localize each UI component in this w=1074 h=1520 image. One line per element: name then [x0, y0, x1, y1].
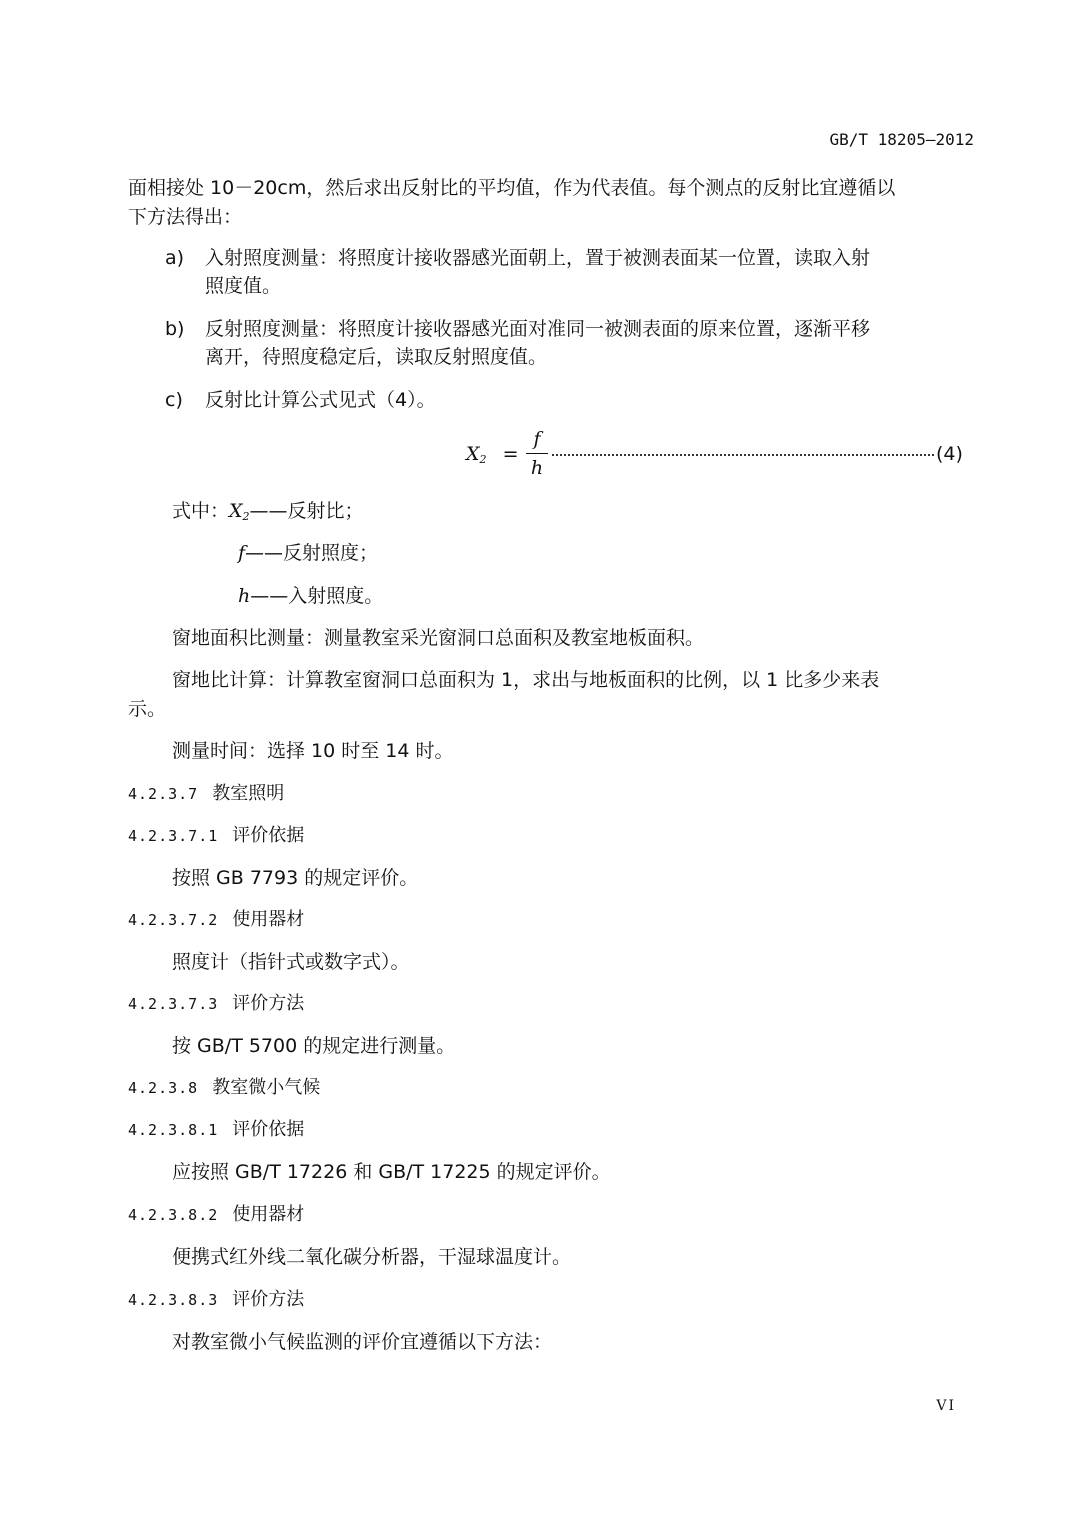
list-item-c: [165, 386, 436, 414]
section-body: 应按照 GB/T 17226 和 GB/T 17225 的规定评价。: [172, 1161, 611, 1183]
definition-text: ——入射照度。: [250, 585, 384, 607]
paragraph-ratio-line1: 窗地比计算：计算教室窗洞口总面积为 1，求出与地板面积的比例，以 1 比多少来表: [172, 669, 880, 691]
standard-number: GB/T 18205—2012: [829, 130, 974, 149]
list-item-label: c): [165, 389, 183, 411]
paragraph-ratio-line2: 示。: [128, 698, 167, 720]
section-body: 按照 GB 7793 的规定评价。: [172, 867, 419, 889]
paragraph-time: 测量时间：选择 10 时至 14 时。: [172, 740, 454, 762]
definition-text: ——反射照度；: [245, 542, 379, 564]
equation-numerator: f: [533, 428, 541, 450]
definition-text: ——反射比；: [249, 500, 364, 522]
section-body: 按 GB/T 5700 的规定进行测量。: [172, 1035, 456, 1057]
symbol-f: f: [238, 542, 246, 564]
section-heading: 4.2.3.7.3 评价方法: [128, 993, 305, 1014]
section-heading: 4.2.3.7 教室照明: [128, 783, 285, 804]
list-item-a: [165, 244, 870, 272]
paragraph-window-area: 窗地面积比测量：测量教室采光窗洞口总面积及教室地板面积。: [172, 627, 705, 649]
list-item-text: 反射照度测量：将照度计接收器感光面对准同一被测表面的原来位置，逐渐平移: [205, 318, 871, 340]
section-heading: 4.2.3.8.1 评价依据: [128, 1119, 305, 1140]
list-item-continuation: 离开，待照度稳定后，读取反射照度值。: [205, 346, 548, 368]
paragraph-line: 面相接处 10－20cm，然后求出反射比的平均值，作为代表值。每个测点的反射比宜遵循以: [128, 177, 896, 199]
symbol-x: X: [229, 500, 243, 522]
equation-fraction: [526, 428, 548, 479]
section-body: 便携式红外线二氧化碳分析器，干湿球温度计。: [172, 1246, 572, 1268]
list-item-text: 反射比计算公式见式（4）。: [205, 389, 436, 411]
list-item-continuation: 照度值。: [205, 275, 282, 297]
equation-number: (4): [936, 443, 963, 465]
equation-denominator: h: [530, 457, 544, 479]
section-heading: 4.2.3.7.1 评价依据: [128, 825, 305, 846]
list-item-text: 入射照度测量：将照度计接收器感光面朝上，置于被测表面某一位置，读取入射: [205, 247, 871, 269]
dot-leader: [552, 454, 934, 456]
page-number: VI: [936, 1398, 956, 1414]
section-heading: 4.2.3.8 教室微小气候: [128, 1077, 321, 1098]
paragraph-line: 下方法得出：: [128, 206, 243, 228]
list-item-label: a): [165, 247, 185, 269]
list-item-b: [165, 315, 870, 343]
symbol-h: h: [238, 585, 251, 607]
section-heading: 4.2.3.8.3 评价方法: [128, 1289, 305, 1310]
equation-lhs: $X_2$ =: [466, 443, 519, 466]
fraction-bar: [526, 453, 548, 454]
section-heading: 4.2.3.7.2 使用器材: [128, 909, 305, 930]
section-body: 照度计（指针式或数字式）。: [172, 951, 410, 973]
where-line-x2: 式中：$X_2——$反射比；: [172, 500, 364, 523]
equation-equals: =: [502, 443, 519, 465]
list-item-label: b): [165, 318, 185, 340]
section-heading: 4.2.3.8.2 使用器材: [128, 1204, 305, 1225]
where-line-h: [238, 582, 383, 610]
section-body: 对教室微小气候监测的评价宜遵循以下方法：: [172, 1331, 553, 1353]
where-line-f: [238, 539, 378, 567]
